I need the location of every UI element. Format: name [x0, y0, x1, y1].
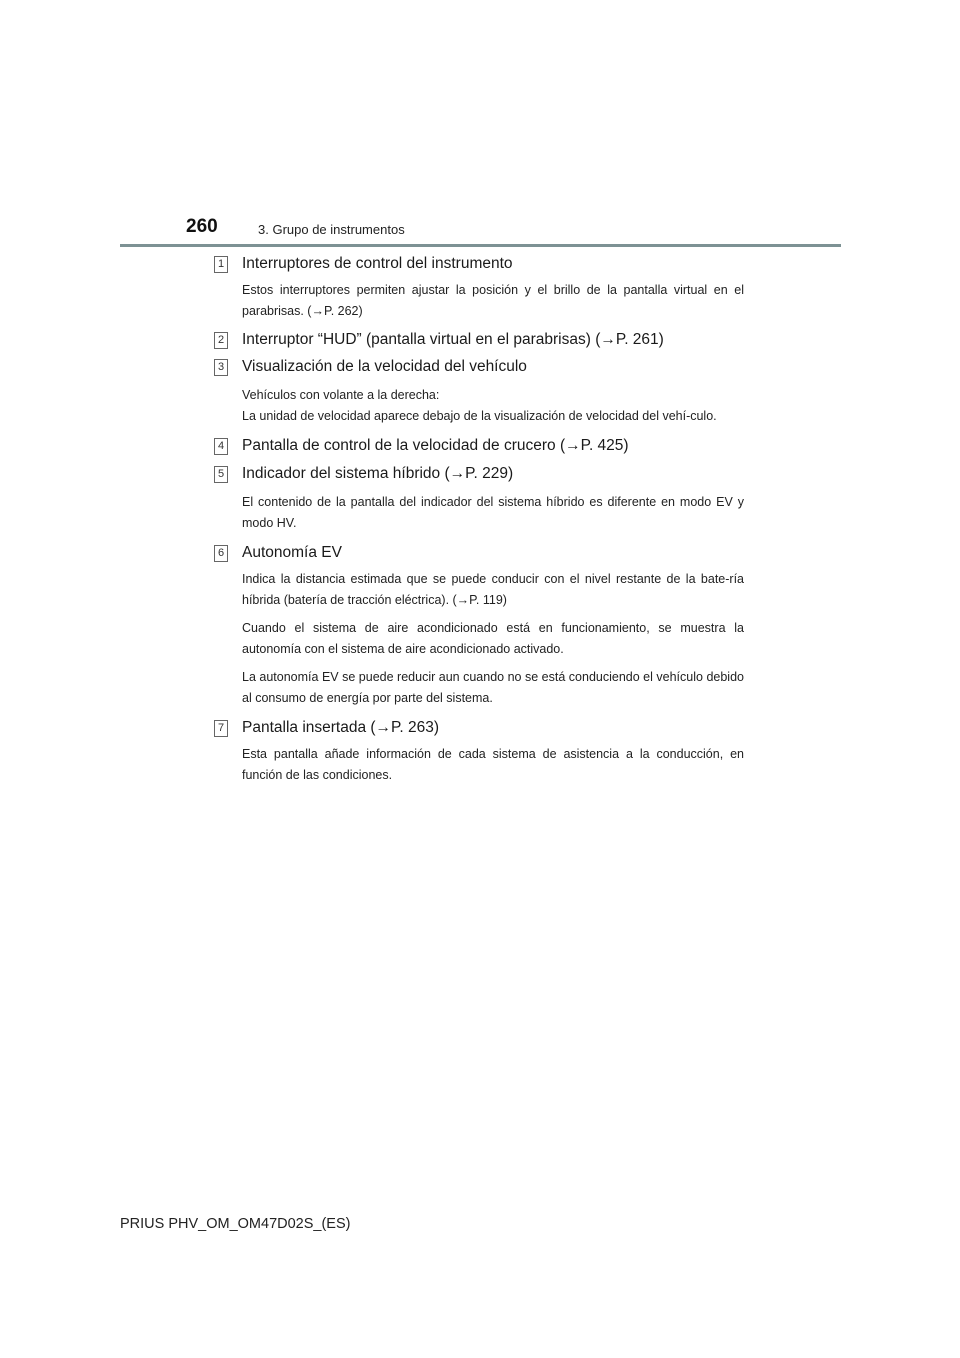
item-title: Interruptor “HUD” (pantalla virtual en el parabrisas) (→P. 261)	[242, 331, 664, 348]
item-number-badge: 3	[214, 359, 228, 376]
item-description: La autonomía EV se puede reducir aun cuando no se está conduciendo el vehículo debido al consumo de energía por parte del sistema.	[242, 670, 744, 705]
list-item-6	[214, 543, 754, 709]
document-code: PRIUS PHV_OM_OM47D02S_(ES)	[120, 1216, 351, 1232]
list-item-7	[214, 718, 754, 786]
item-list	[214, 254, 754, 786]
item-description: Estos interruptores permiten ajustar la posición y el brillo de la pantalla virtual en el parabrisas. (→P. 262)	[242, 283, 744, 318]
item-description: Indica la distancia estimada que se puede conducir con el nivel restante de la bate-ría híbrida (batería de tracción eléctrica). (→P. 119)	[242, 572, 744, 607]
page-header	[0, 0, 960, 250]
chapter-title: 3. Grupo de instrumentos	[258, 222, 405, 237]
item-description: El contenido de la pantalla del indicador del sistema híbrido es diferente en modo EV y modo HV.	[242, 495, 744, 530]
item-title: Pantalla de control de la velocidad de crucero (→P. 425)	[242, 437, 629, 454]
list-item-5	[214, 464, 754, 534]
item-description: Cuando el sistema de aire acondicionado está en funcionamiento, se muestra la autonomía con el sistema de aire acondicionado activado.	[242, 621, 744, 656]
item-title: Indicador del sistema híbrido (→P. 229)	[242, 465, 514, 482]
item-title: Visualización de la velocidad del vehículo	[242, 358, 527, 375]
item-description: Vehículos con volante a la derecha:	[242, 388, 440, 402]
list-item-3	[214, 357, 754, 427]
item-description: Esta pantalla añade información de cada sistema de asistencia a la conducción, en función de las condiciones.	[242, 747, 744, 782]
item-title: Autonomía EV	[242, 544, 342, 561]
item-title: Pantalla insertada (→P. 263)	[242, 719, 440, 736]
item-number-badge: 7	[214, 720, 228, 737]
list-item-4	[214, 436, 754, 458]
item-number-badge: 5	[214, 466, 228, 483]
item-number-badge: 1	[214, 256, 228, 273]
list-item-2	[214, 330, 754, 352]
header-divider	[120, 244, 841, 247]
item-number-badge: 6	[214, 545, 228, 562]
page-number: 260	[186, 216, 218, 237]
item-number-badge: 2	[214, 332, 228, 349]
item-title: Interruptores de control del instrumento	[242, 255, 513, 272]
list-item-1	[214, 254, 754, 322]
item-number-badge: 4	[214, 438, 228, 455]
item-description: La unidad de velocidad aparece debajo de la visualización de velocidad del vehí-culo.	[242, 409, 717, 423]
